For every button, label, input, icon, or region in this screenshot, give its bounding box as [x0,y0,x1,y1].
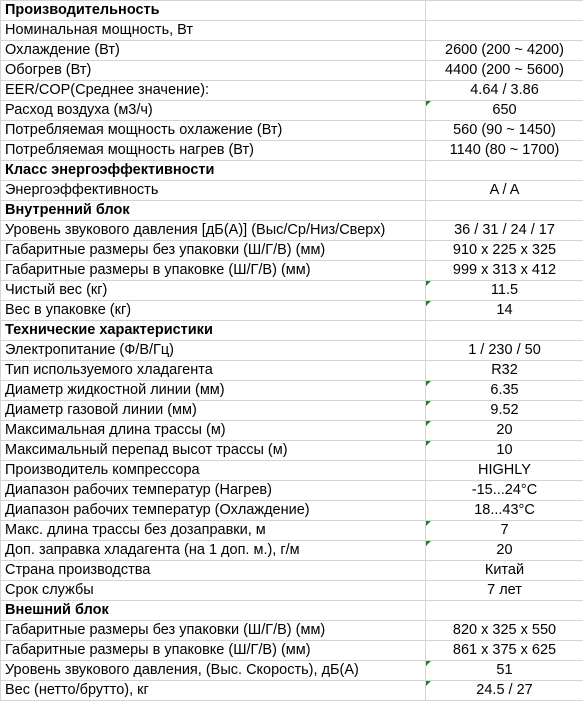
spec-row [1,481,583,501]
spec-row [1,61,583,81]
spec-value-cell[interactable] [426,461,583,481]
spec-label[interactable]: Производитель компрессора [1,461,426,481]
spec-value-cell[interactable] [426,221,583,241]
spec-row [1,101,583,121]
section-title[interactable]: Внешний блок [1,601,426,621]
spec-label[interactable]: Диаметр жидкостной линии (мм) [1,381,426,401]
spec-value-cell[interactable] [426,301,583,321]
spec-value: 11.5 [490,282,519,298]
cell-marker-icon [426,441,431,446]
spec-value: Китай [484,562,525,578]
spec-label[interactable]: Тип используемого хладагента [1,361,426,381]
spec-value-cell[interactable] [426,361,583,381]
spec-row [1,521,583,541]
spec-label[interactable]: Электропитание (Ф/В/Гц) [1,341,426,361]
spec-value: 861 x 375 x 625 [452,642,557,658]
section-title[interactable]: Технические характеристики [1,321,426,341]
section-title[interactable]: Производительность [1,1,426,21]
spec-value: 51 [496,662,513,678]
spec-row [1,401,583,421]
spec-value: 18...43°C [474,502,535,518]
spec-value-cell[interactable] [426,521,583,541]
spec-value-cell[interactable] [426,441,583,461]
spec-value: 20 [496,542,513,558]
spec-table-body [1,1,583,701]
cell-marker-icon [426,521,431,526]
spec-value: A / A [489,182,520,198]
spec-row [1,141,583,161]
spec-row [1,301,583,321]
spec-value: 36 / 31 / 24 / 17 [454,222,555,238]
spec-row [1,221,583,241]
spec-label[interactable]: Охлаждение (Вт) [1,41,426,61]
spec-label[interactable]: Диапазон рабочих температур (Нагрев) [1,481,426,501]
spec-value: 20 [496,422,513,438]
cell-marker-icon [426,381,431,386]
spec-label[interactable]: Диапазон рабочих температур (Охлаждение) [1,501,426,521]
spec-value: 10 [496,442,513,458]
cell-marker-icon [426,661,431,666]
spec-row [1,21,583,41]
spec-value: 1 / 230 / 50 [468,342,541,358]
spec-value-cell[interactable] [426,161,583,181]
spec-row [1,501,583,521]
spec-label[interactable]: Габаритные размеры без упаковки (Ш/Г/В) (мм) [1,241,426,261]
spec-label[interactable]: Обогрев (Вт) [1,61,426,81]
spec-row [1,561,583,581]
spec-value: R32 [491,362,518,378]
section-header-row [1,201,583,221]
spec-value-cell[interactable] [426,21,583,41]
cell-marker-icon [426,281,431,286]
spec-label[interactable]: Срок службы [1,581,426,601]
spec-label[interactable]: Доп. заправка хладагента (на 1 доп. м.), г/м [1,541,426,561]
spec-label[interactable]: EER/COP(Среднее значение): [1,81,426,101]
spec-value-cell[interactable] [426,561,583,581]
spec-value-cell[interactable] [426,681,583,701]
spec-label[interactable]: Габаритные размеры в упаковке (Ш/Г/В) (мм) [1,641,426,661]
spec-value-cell[interactable] [426,121,583,141]
cell-marker-icon [426,541,431,546]
spec-value-cell[interactable] [426,201,583,221]
spec-row [1,341,583,361]
spec-row [1,241,583,261]
spec-value-cell[interactable] [426,661,583,681]
spec-value-cell[interactable] [426,241,583,261]
cell-marker-icon [426,681,431,686]
spec-value-cell[interactable] [426,581,583,601]
spec-value-cell[interactable] [426,81,583,101]
spec-row [1,661,583,681]
spec-label[interactable]: Уровень звукового давления [дБ(А)] (Выс/Ср/Низ/Сверх) [1,221,426,241]
spec-value: 24.5 / 27 [476,682,533,698]
spec-row [1,581,583,601]
spec-value: 9.52 [490,402,519,418]
spec-row [1,261,583,281]
spec-value-cell[interactable] [426,421,583,441]
spec-row [1,421,583,441]
spec-value-cell[interactable] [426,261,583,281]
spec-value: 560 (90 ~ 1450) [453,122,556,138]
spec-value: 650 [492,102,517,118]
spec-value-cell[interactable] [426,61,583,81]
spec-label[interactable]: Энергоэффективность [1,181,426,201]
spec-value: 14 [496,302,513,318]
spec-label[interactable]: Страна производства [1,561,426,581]
cell-marker-icon [426,421,431,426]
spec-label[interactable]: Чистый вес (кг) [1,281,426,301]
spec-row [1,81,583,101]
spec-value: HIGHLY [478,462,531,478]
spec-label[interactable]: Диаметр газовой линии (мм) [1,401,426,421]
cell-marker-icon [426,301,431,306]
spec-value: 2600 (200 ~ 4200) [445,42,564,58]
spec-value: 4.64 / 3.86 [470,82,539,98]
spec-value: 6.35 [490,382,519,398]
spec-label[interactable]: Вес в упаковке (кг) [1,301,426,321]
spec-value-cell[interactable] [426,501,583,521]
spec-value-cell[interactable] [426,621,583,641]
spec-value: 4400 (200 ~ 5600) [445,62,564,78]
spec-value-cell[interactable] [426,341,583,361]
spec-row [1,461,583,481]
spec-value-cell[interactable] [426,641,583,661]
spec-value-cell[interactable] [426,141,583,161]
spec-row [1,181,583,201]
spec-row [1,541,583,561]
spec-label[interactable]: Максимальная длина трассы (м) [1,421,426,441]
cell-marker-icon [426,401,431,406]
spec-value: 1140 (80 ~ 1700) [449,142,560,158]
spec-value-cell[interactable] [426,181,583,201]
spec-row [1,681,583,701]
spec-label[interactable]: Макс. длина трассы без дозаправки, м [1,521,426,541]
spec-row [1,381,583,401]
spec-value: 7 лет [487,582,522,598]
spec-value-cell[interactable] [426,601,583,621]
spec-label[interactable]: Габаритные размеры без упаковки (Ш/Г/В) (мм) [1,621,426,641]
section-header-row [1,161,583,181]
spec-value: 999 x 313 x 412 [452,262,557,278]
spec-value: 820 x 325 x 550 [452,622,557,638]
spec-value-cell[interactable] [426,381,583,401]
spec-value-cell[interactable] [426,281,583,301]
cell-marker-icon [426,101,431,106]
spec-row [1,121,583,141]
spec-label[interactable]: Потребляемая мощность нагрев (Вт) [1,141,426,161]
spec-row [1,641,583,661]
spec-row [1,361,583,381]
spec-value-cell[interactable] [426,41,583,61]
spec-label[interactable]: Уровень звукового давления, (Выс. Скорость), дБ(А) [1,661,426,681]
section-header-row [1,321,583,341]
spec-value-cell[interactable] [426,321,583,341]
spec-label[interactable]: Расход воздуха (м3/ч) [1,101,426,121]
spec-value: -15...24°C [471,482,538,498]
spec-value-cell[interactable] [426,481,583,501]
spec-label[interactable]: Потребляемая мощность охлажение (Вт) [1,121,426,141]
spec-label[interactable]: Номинальная мощность, Вт [1,21,426,41]
section-header-row [1,1,583,21]
spec-value-cell[interactable] [426,401,583,421]
spec-row [1,41,583,61]
spec-value-cell[interactable] [426,541,583,561]
spec-value: 7 [500,522,509,538]
spec-value-cell[interactable] [426,101,583,121]
spec-row [1,281,583,301]
spec-row [1,621,583,641]
spec-label[interactable]: Габаритные размеры в упаковке (Ш/Г/В) (мм) [1,261,426,281]
spec-label[interactable]: Вес (нетто/брутто), кг [1,681,426,701]
section-title[interactable]: Класс энергоэффективности [1,161,426,181]
spec-row [1,441,583,461]
section-header-row [1,601,583,621]
spec-value-cell[interactable] [426,1,583,21]
section-title[interactable]: Внутренний блок [1,201,426,221]
spec-label[interactable]: Максимальный перепад высот трассы (м) [1,441,426,461]
spec-value: 910 x 225 x 325 [452,242,557,258]
